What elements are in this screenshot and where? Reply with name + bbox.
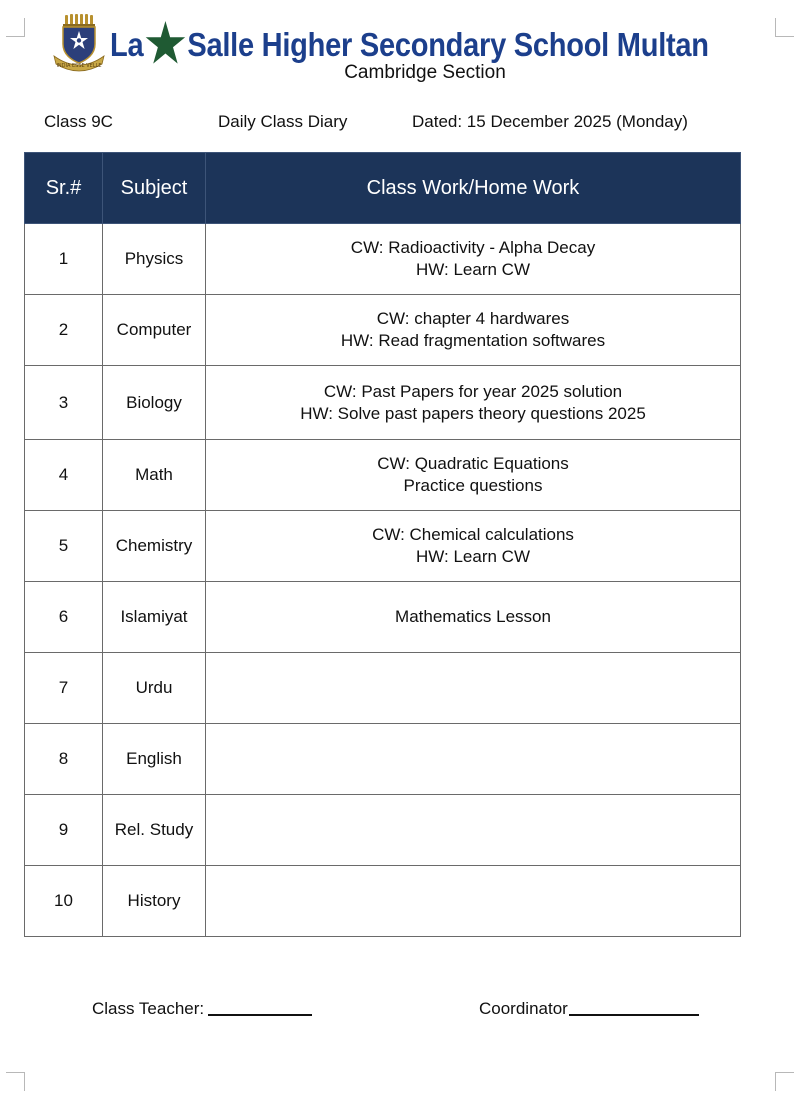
table-row <box>25 582 741 653</box>
row-sr-number: 2 <box>25 295 103 366</box>
work-line: Mathematics Lesson <box>395 607 551 626</box>
crop-mark-bottom-left <box>6 1072 25 1091</box>
work-line: HW: Read fragmentation softwares <box>340 331 606 350</box>
work-line: Practice questions <box>403 476 543 495</box>
row-sr-number: 6 <box>25 582 103 653</box>
crop-mark-bottom-right <box>775 1072 794 1091</box>
header-work: Class Work/Home Work <box>206 153 741 224</box>
class-teacher-signature <box>92 998 312 1019</box>
row-subject: History <box>103 866 206 937</box>
class-label: Class 9C <box>44 112 113 131</box>
row-sr-number: 1 <box>25 224 103 295</box>
row-subject: English <box>103 724 206 795</box>
row-subject: Rel. Study <box>103 795 206 866</box>
row-work <box>206 440 741 511</box>
header-subject: Subject <box>103 153 206 224</box>
row-work <box>206 366 741 440</box>
table-row <box>25 440 741 511</box>
row-subject: Physics <box>103 224 206 295</box>
table-row <box>25 511 741 582</box>
row-subject: Computer <box>103 295 206 366</box>
row-subject: Urdu <box>103 653 206 724</box>
row-sr-number: 4 <box>25 440 103 511</box>
row-work <box>206 582 741 653</box>
row-work <box>206 653 741 724</box>
table-row <box>25 224 741 295</box>
diary-table <box>24 152 741 937</box>
diary-title: Daily Class Diary <box>218 112 348 131</box>
table-row <box>25 295 741 366</box>
work-line: HW: Solve past papers theory questions 2025 <box>300 403 646 423</box>
star-icon <box>145 20 185 66</box>
crest-motto: INDIA ESSE VELLE <box>56 63 102 69</box>
row-sr-number: 5 <box>25 511 103 582</box>
coordinator-signature <box>479 998 699 1019</box>
table-row <box>25 866 741 937</box>
row-subject: Biology <box>103 366 206 440</box>
table-header-row <box>25 153 741 224</box>
row-sr-number: 8 <box>25 724 103 795</box>
row-work <box>206 866 741 937</box>
row-sr-number: 3 <box>25 366 103 440</box>
work-line: CW: Past Papers for year 2025 solution <box>323 381 623 401</box>
work-line: CW: Radioactivity - Alpha Decay <box>350 238 596 257</box>
work-line: CW: Quadratic Equations <box>377 454 569 473</box>
school-name <box>110 20 709 68</box>
row-work <box>206 724 741 795</box>
row-sr-number: 10 <box>25 866 103 937</box>
table-row <box>25 653 741 724</box>
table-row <box>25 366 741 440</box>
document-header <box>0 0 800 100</box>
row-subject: Chemistry <box>103 511 206 582</box>
table-row <box>25 795 741 866</box>
row-sr-number: 7 <box>25 653 103 724</box>
class-teacher-signature-line <box>208 998 312 1016</box>
work-line: HW: Learn CW <box>416 547 530 566</box>
row-subject: Islamiyat <box>103 582 206 653</box>
class-teacher-label: Class Teacher: <box>92 999 205 1018</box>
row-work <box>206 224 741 295</box>
row-work <box>206 295 741 366</box>
header-sr: Sr.# <box>25 153 103 224</box>
row-sr-number: 9 <box>25 795 103 866</box>
school-name-part2: Salle Higher Secondary School Multan <box>187 26 709 63</box>
table-row <box>25 724 741 795</box>
coordinator-signature-line <box>569 998 699 1016</box>
section-title: Cambridge Section <box>344 62 506 83</box>
date-label: Dated: 15 December 2025 (Monday) <box>412 112 688 131</box>
school-name-part1: La <box>110 26 144 63</box>
work-line: CW: Chemical calculations <box>372 525 574 544</box>
row-work <box>206 511 741 582</box>
work-line: HW: Learn CW <box>416 260 530 279</box>
row-work <box>206 795 741 866</box>
work-line: CW: chapter 4 hardwares <box>376 309 570 328</box>
coordinator-label: Coordinator <box>479 999 568 1018</box>
row-subject: Math <box>103 440 206 511</box>
